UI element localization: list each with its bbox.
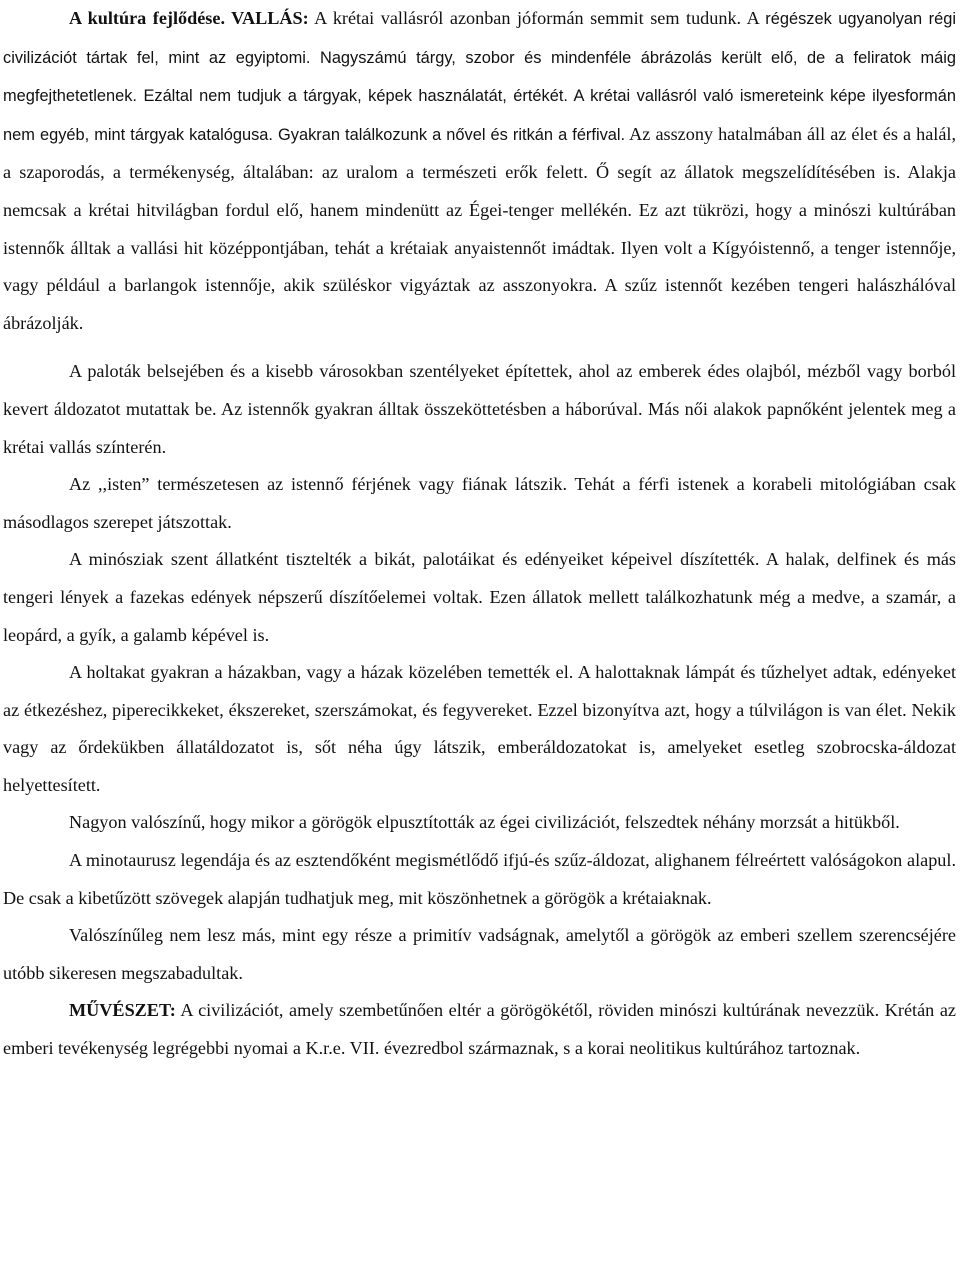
paragraph-text: Az asszony hatalmában áll az élet és a halál, a szaporodás, a termékenység, általában: az uralom a természeti erők felett. Ő segít az állatok megszelídítésében is. Alakja nemcsak a krétai hitvilágban fordul elő, hanem mindenütt az Égei-tenger mellékén. Ez azt tükrözi, hogy a minószi kultúrában istennők álltak a vallási hit középpontjában, tehát a krétaiak anyaistennőt imádtak. Ilyen volt a Kígyóistennő, a tenger istennője, vagy például a barlangok istennője, akik szüléskor vigyáztak az asszonyokra. A szűz istennőt kezében tengeri halászhálóval ábrázolják.: [3, 123, 956, 333]
paragraph-greek-inheritance: Nagyon valószínű, hogy mikor a görögök elpusztították az égei civilizációt, felszedtek néhány morzsát a hitükből.: [69, 812, 900, 833]
paragraph-text: A krétai vallásról azonban jóformán semmit sem tudunk. A: [308, 8, 766, 28]
paragraph-art: [3, 992, 956, 1067]
paragraph-male-gods: Az ,,isten” természetesen az istennő férjének vagy fiának látszik. Tehát a férfi istenek a korabeli mitológiában csak másodlagos szerepet játszottak.: [3, 474, 956, 532]
paragraph-sanctuaries: A paloták belsejében és a kisebb városokban szentélyeket építettek, ahol az emberek édes olajból, mézből vagy borból kevert áldozatot mutattak be. Az istennők gyakran álltak összeköttetésben a háborúval. Más női alakok papnőként jelentek meg a krétai vallás színterén.: [3, 361, 956, 457]
paragraph-minotaur: A minotaurusz legendája és az esztendőként megismétlődő ifjú-és szűz-áldozat, alighanem félreértett valóságokon alapul. De csak a kibetűzött szövegek alapján tudhatjuk meg, mit köszönhetnek a görögök a krétaiaknak.: [3, 850, 956, 908]
document-page: [3, 0, 956, 1068]
paragraph-text: A civilizációt, amely szembetűnően eltér a görögökétől, röviden minószi kultúrának nevezzük. Krétán az emberi tevékenység legrégebbi nyomai a K.r.e. VII. évezredbol származnak, s a korai neolitikus kultúrához tartoznak.: [3, 1000, 956, 1059]
paragraph-primitive: Valószínűleg nem lesz más, mint egy része a primitív vadságnak, amelytől a görögök az emberi szellem szerencséjére utóbb sikeresen megszabadultak.: [3, 925, 956, 983]
paragraph-burials: A holtakat gyakran a házakban, vagy a házak közelében temették el. A halottaknak lámpát és tűzhelyet adtak, edényeket az étkezéshez, piperecikkeket, ékszereket, szerszámokat, és fegyvereket. Ezzel bizonyítva azt, hogy a túlvilágon is van élet. Nekik vagy az őrdekükben állatáldozatot is, sőt néha úgy látszik, emberáldozatokat is, amelyeket esetleg szobrocska-áldozat helyettesített.: [3, 662, 956, 795]
paragraph-text-sans: régészek ugyanolyan régi civilizációt tártak fel, mint az egyiptomi. Nagyszámú tárgy, szobor és mindenféle ábrázolás került elő, de a feliratok máig megfejthetetlenek. Ezáltal nem tudjuk a tárgyak, képek használatát, értékét. A krétai vallásról való ismereteink képe ilyesformán nem egyéb, mint tárgyak katalógusa. Gyakran találkozunk a nővel és ritkán a férfival.: [3, 10, 956, 144]
section-heading-art: MŰVÉSZET:: [69, 1000, 176, 1021]
section-heading-religion: A kultúra fejlődése. VALLÁS:: [69, 8, 309, 28]
paragraph-religion: [3, 0, 956, 342]
paragraph-sacred-animals: A minósziak szent állatként tisztelték a bikát, palotáikat és edényeiket képeivel díszítették. A halak, delfinek és más tengeri lények a fazekas edények népszerű díszítőelemei voltak. Ezen állatok mellett találkozhatunk még a medve, a szamár, a leopárd, a gyík, a galamb képével is.: [3, 549, 956, 645]
